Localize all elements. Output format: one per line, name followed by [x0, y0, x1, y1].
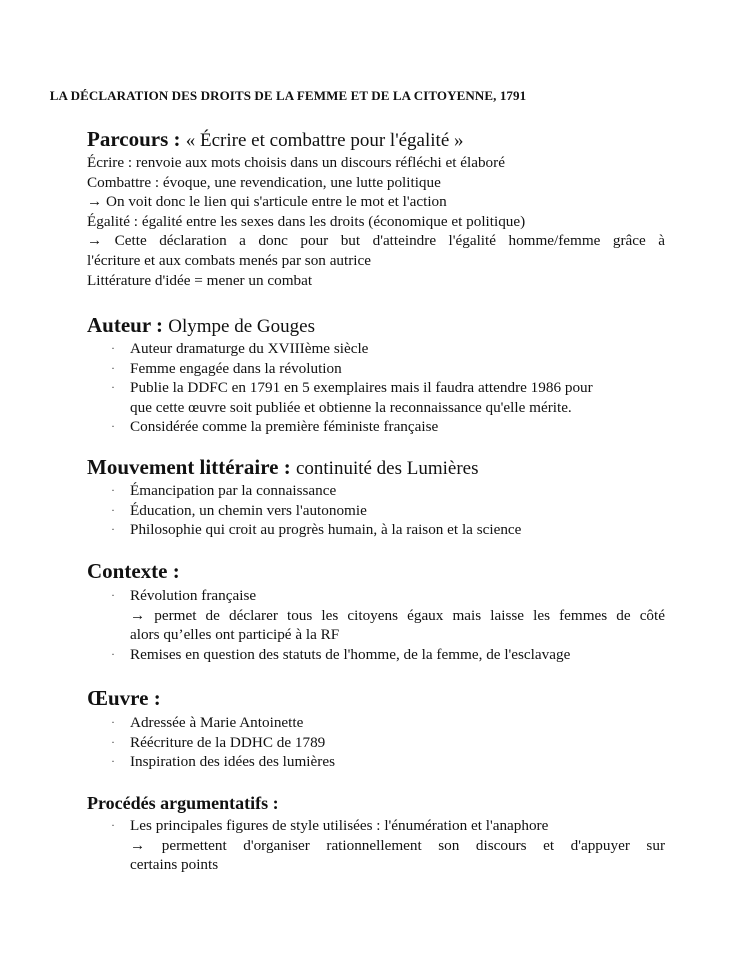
text-line: Littérature d'idée = mener un combat [87, 271, 313, 289]
list-item [87, 359, 665, 379]
bullet: · [111, 588, 115, 602]
bullet-list [87, 816, 665, 836]
text-line: l'écriture et aux combats menés par son autrice [87, 251, 372, 269]
heading-value: « Écrire et combattre pour l'égalité » [185, 130, 464, 151]
section-heading-oeuvre [87, 686, 665, 710]
bullet: · [111, 818, 115, 832]
section-oeuvre [87, 686, 665, 772]
section-auteur [87, 313, 665, 437]
list-item-text: Remises en question des statuts de l'homme, de la femme, de l'esclavage [130, 645, 571, 663]
list-item-subtext: → permettent d'organiser rationnellement son discours et d'appuyer sur [130, 836, 665, 854]
list-item-text: Femme engagée dans la révolution [130, 359, 342, 377]
heading-label: Auteur : [87, 313, 164, 337]
bullet-list [87, 339, 665, 437]
section-heading-mouvement [87, 455, 665, 481]
section-procedes [87, 791, 665, 875]
bullet-list [87, 713, 665, 772]
text-line: Combattre : évoque, une revendication, une lutte politique [87, 173, 441, 191]
list-item [87, 752, 665, 772]
bullet: · [111, 380, 115, 395]
heading-label: Procédés argumentatifs : [87, 793, 279, 813]
list-item-subtext: → permet de déclarer tous les citoyens égaux mais laisse les femmes de côté [130, 606, 665, 624]
bullet: · [111, 522, 115, 537]
list-item-text: Éducation, un chemin vers l'autonomie [130, 501, 367, 519]
bullet-list [87, 645, 665, 665]
list-item-text: Considérée comme la première féministe française [130, 418, 439, 436]
bullet: · [111, 419, 115, 434]
bullet: · [111, 360, 115, 375]
list-item [87, 378, 665, 417]
heading-label: Contexte : [87, 559, 180, 583]
section-mouvement [87, 455, 665, 540]
bullet: · [111, 715, 115, 729]
list-item-text: Philosophie qui croit au progrès humain, à la raison et la science [130, 521, 522, 539]
list-item [87, 481, 665, 501]
list-item-text: Les principales figures de style utilisées : l'énumération et l'anaphore [130, 817, 549, 834]
heading-label: Parcours : [87, 127, 181, 151]
text-line: Écrire : renvoie aux mots choisis dans un discours réfléchi et élaboré [87, 154, 505, 171]
bullet: · [111, 646, 115, 661]
list-item-text: Réécriture de la DDHC de 1789 [130, 733, 326, 751]
bullet: · [111, 754, 115, 769]
section-parcours [87, 127, 665, 290]
heading-label: Œuvre : [87, 686, 161, 710]
bullet: · [111, 734, 115, 749]
list-item [87, 645, 665, 665]
section-heading-auteur [87, 313, 665, 339]
bullet: · [111, 341, 115, 355]
list-item-text: Inspiration des idées des lumières [130, 753, 335, 771]
heading-value: continuité des Lumières [295, 458, 479, 479]
section-heading-contexte [87, 559, 665, 583]
list-item [87, 586, 665, 606]
list-item-text: Adressée à Marie Antoinette [130, 714, 304, 731]
list-item [87, 713, 665, 733]
bullet-list [87, 481, 665, 540]
bullet: · [111, 483, 115, 497]
section-heading-procedes [87, 791, 665, 815]
bullet: · [111, 502, 115, 517]
text-line: → On voit donc le lien qui s'articule entre le mot et l'action [87, 193, 447, 211]
document-title: LA DÉCLARATION DES DROITS DE LA FEMME ET DE LA CITOYENNE, 1791 [49, 88, 527, 103]
list-item-continuation: que cette œuvre soit publiée et obtienne la reconnaissance qu'elle mérite. [130, 398, 572, 416]
bullet-list [87, 586, 665, 606]
text-line: Égalité : égalité entre les sexes dans les droits (économique et politique) [87, 212, 526, 230]
list-item [87, 417, 665, 437]
section-contexte [87, 559, 665, 664]
list-item-subtext: alors qu’elles ont participé à la RF [130, 626, 340, 644]
list-item-subtext: certains points [130, 856, 219, 874]
list-item-text: Révolution française [130, 587, 257, 604]
list-item-text: Auteur dramaturge du XVIIIème siècle [130, 340, 369, 357]
list-item-text: Émancipation par la connaissance [130, 482, 337, 499]
list-item-text: Publie la DDFC en 1791 en 5 exemplaires mais il faudra attendre 1986 pour [130, 379, 593, 397]
list-item [87, 733, 665, 753]
heading-label: Mouvement littéraire : [87, 455, 291, 479]
heading-value: Olympe de Gouges [168, 316, 315, 337]
list-item [87, 520, 665, 540]
list-item [87, 501, 665, 521]
list-item [87, 816, 665, 836]
section-heading-parcours [87, 127, 665, 153]
list-item [87, 339, 665, 359]
text-line: → Cette déclaration a donc pour but d'atteindre l'égalité homme/femme grâce à [87, 232, 665, 250]
